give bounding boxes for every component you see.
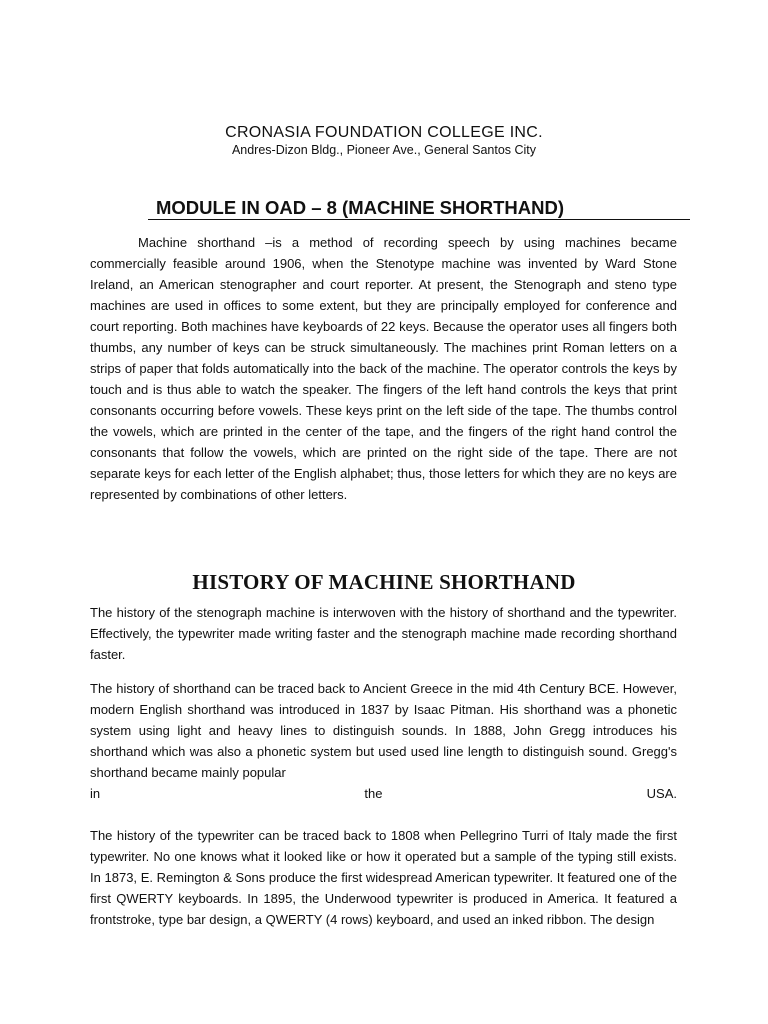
history-paragraph-3: The history of the typewriter can be traced back to 1808 when Pellegrino Turri of Italy made the first typewriter. No one knows what it looked like or how it operated but a sample of the typing still exists. In 1873, E. Remington & Sons produce the first widespread American typewriter. It featured one of the first QWERTY keyboards. In 1895, the Underwood typewriter is produced in America. It featured a frontstroke, type bar design, a QWERTY (4 rows) keyboard, and used an inked ribbon. The design: [90, 828, 677, 927]
history-paragraph-2: [90, 678, 677, 804]
history-paragraph-2-last-line: in the USA.: [90, 786, 677, 801]
module-title: MODULE IN OAD – 8 (MACHINE SHORTHAND): [148, 197, 690, 220]
college-name: CRONASIA FOUNDATION COLLEGE INC.: [225, 124, 543, 141]
college-address: Andres-Dizon Bldg., Pioneer Ave., General Santos City: [231, 143, 537, 157]
history-paragraph-2-body: The history of shorthand can be traced back to Ancient Greece in the mid 4th Century BCE. However, modern English shorthand was introduced in 1837 by Isaac Pitman. His shorthand was a phonetic system using light and heavy lines to distinguish sounds. In 1888, John Gregg introduces his shorthand which was also a phonetic system but used used line length to distinguish sound. Gregg's shorthand became mainly popular: [90, 681, 677, 780]
intro-paragraph: Machine shorthand –is a method of recording speech by using machines became commercially feasible around 1906, when the Stenotype machine was invented by Ward Stone Ireland, an American stenographer and court reporter. At present, the Stenograph and steno type machines are used in offices to some extent, but they are principally employed for conference and court reporting. Both machines have keyboards of 22 keys. Because the operator uses all fingers both thumbs, any number of keys can be struck simultaneously. The machines print Roman letters on a strips of paper that folds automatically into the back of the machine. The operator controls the keys by touch and is thus able to watch the speaker. The fingers of the left hand controls the keys that print consonants occurring before vowels. These keys print on the left side of the tape. The thumbs control the vowels, which are printed in the center of the tape, and the fingers of the right hand control the consonants that follow the vowels, which are printed on the right side of the tape. There are not separate keys for each letter of the English alphabet; thus, those letters for which they are no keys are represented by combinations of other letters.: [90, 235, 677, 502]
history-heading: HISTORY OF MACHINE SHORTHAND: [192, 570, 576, 594]
history-paragraph-1: The history of the stenograph machine is interwoven with the history of shorthand and the typewriter. Effectively, the typewriter made writing faster and the stenograph machine made recording shorthand faster.: [90, 605, 677, 662]
